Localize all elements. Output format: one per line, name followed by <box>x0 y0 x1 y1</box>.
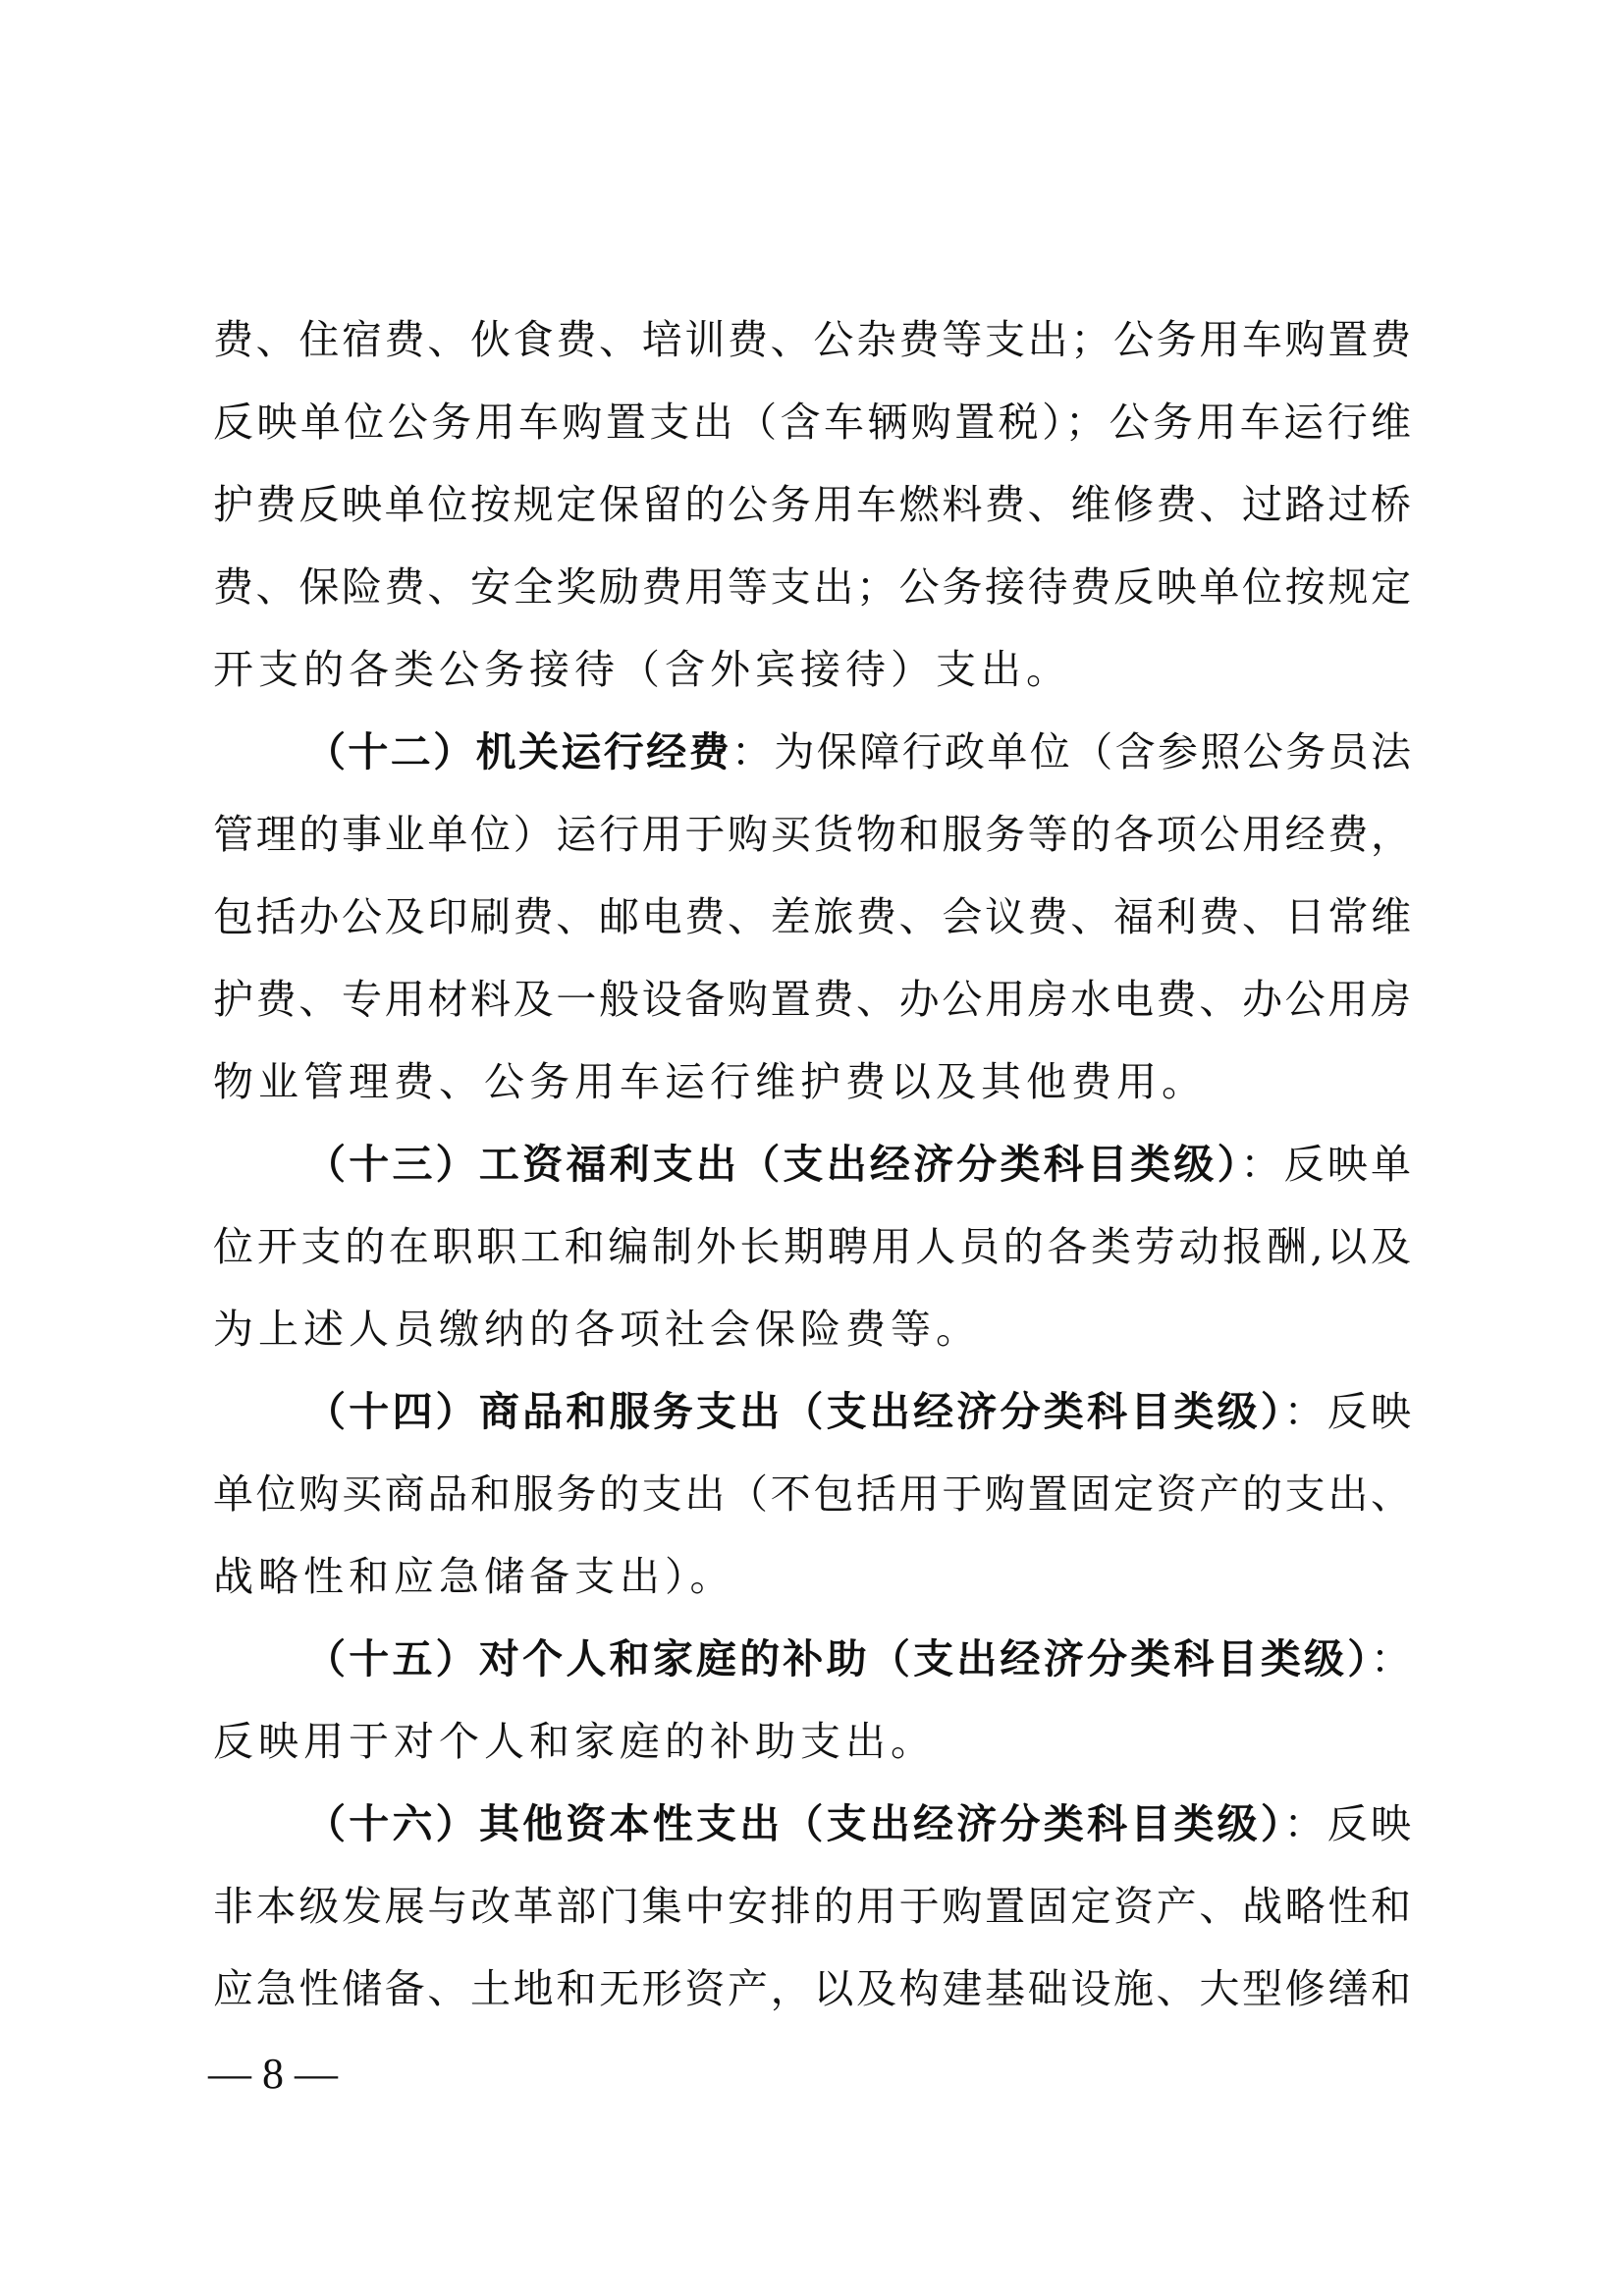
text-line <box>213 793 1411 876</box>
line-text: 单位购买商品和服务的支出（不包括用于购置固定资产的支出、 <box>213 1470 1411 1518</box>
line-text: ：反映单 <box>1240 1141 1411 1188</box>
line-text: 费、保险费、安全奖励费用等支出；公务接待费反映单位按规定 <box>213 563 1411 611</box>
line-text: 物业管理费、公务用车运行维护费以及其他费用。 <box>213 1058 1207 1105</box>
text-line <box>213 1288 1411 1370</box>
page-number: — 8 — <box>208 2050 338 2098</box>
section-heading: （十三）工资福利支出（支出经济分类科目类级） <box>305 1141 1241 1188</box>
section-heading: （十二）机关运行经费 <box>305 728 731 775</box>
line-text: 位开支的在职职工和编制外长期聘用人员的各类劳动报酬,以及 <box>213 1223 1411 1270</box>
text-line <box>213 298 1411 381</box>
text-line <box>213 1041 1411 1123</box>
line-text: 应急性储备、土地和无形资产，以及构建基础设施、大型修缮和 <box>213 1965 1411 2012</box>
text-line <box>213 1453 1411 1535</box>
section-heading-line <box>213 1618 1411 1700</box>
text-line <box>213 1948 1411 2030</box>
section-heading: （十四）商品和服务支出（支出经济分类科目类级） <box>305 1388 1284 1435</box>
section-heading-line <box>213 711 1411 793</box>
text-line <box>213 876 1411 958</box>
line-text: 为上述人员缴纳的各项社会保险费等。 <box>213 1306 981 1353</box>
line-text: 包括办公及印刷费、邮电费、差旅费、会议费、福利费、日常维 <box>213 893 1411 940</box>
text-line <box>213 1700 1411 1783</box>
text-line <box>213 1535 1411 1618</box>
text-line <box>213 463 1411 546</box>
text-line <box>213 381 1411 463</box>
section-heading-line <box>213 1370 1411 1453</box>
text-line <box>213 1205 1411 1288</box>
line-text: ： <box>1371 1635 1411 1682</box>
section-heading-line <box>213 1123 1411 1205</box>
text-line <box>213 1865 1411 1948</box>
text-line <box>213 628 1411 711</box>
section-heading-line <box>213 1783 1411 1865</box>
line-text: ：反映 <box>1283 1800 1411 1847</box>
line-text: ：反映 <box>1283 1388 1411 1435</box>
body-text <box>213 298 1411 2030</box>
line-text: 开支的各类公务接待（含外宾接待）支出。 <box>213 646 1071 693</box>
line-text: ：为保障行政单位（含参照公务员法 <box>731 728 1411 775</box>
line-text: 反映用于对个人和家庭的补助支出。 <box>213 1718 936 1765</box>
line-text: 战略性和应急储备支出）。 <box>213 1553 735 1600</box>
line-text: 非本级发展与改革部门集中安排的用于购置固定资产、战略性和 <box>213 1883 1411 1930</box>
section-heading: （十六）其他资本性支出（支出经济分类科目类级） <box>305 1800 1284 1847</box>
line-text: 反映单位公务用车购置支出（含车辆购置税）；公务用车运行维 <box>213 399 1411 446</box>
section-heading: （十五）对个人和家庭的补助（支出经济分类科目类级） <box>305 1635 1371 1682</box>
text-line <box>213 546 1411 628</box>
line-text: 护费、专用材料及一般设备购置费、办公用房水电费、办公用房 <box>213 976 1411 1023</box>
line-text: 管理的事业单位）运行用于购买货物和服务等的各项公用经费， <box>213 811 1411 858</box>
text-line <box>213 958 1411 1041</box>
line-text: 护费反映单位按规定保留的公务用车燃料费、维修费、过路过桥 <box>213 481 1411 528</box>
line-text: 费、住宿费、伙食费、培训费、公杂费等支出；公务用车购置费 <box>213 316 1411 363</box>
